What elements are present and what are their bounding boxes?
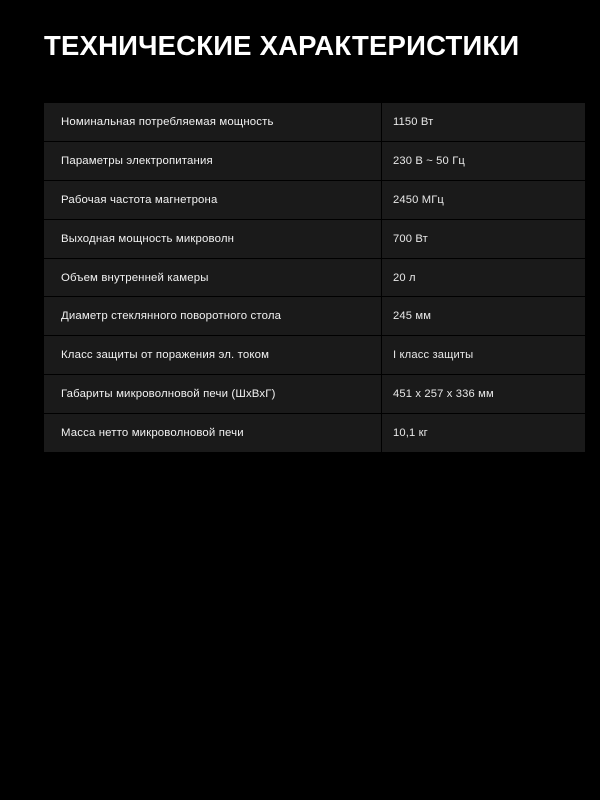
spec-label: Габариты микроволновой печи (ШхВхГ) bbox=[44, 375, 382, 414]
spec-label: Объем внутренней камеры bbox=[44, 258, 382, 297]
spec-label: Параметры электропитания bbox=[44, 142, 382, 181]
specifications-table bbox=[44, 103, 585, 452]
table-row bbox=[44, 413, 585, 452]
spec-label: Номинальная потребляемая мощность bbox=[44, 103, 382, 142]
spec-value: I класс защиты bbox=[382, 336, 586, 375]
specifications-table-body bbox=[44, 103, 585, 452]
spec-label: Диаметр стеклянного поворотного стола bbox=[44, 297, 382, 336]
spec-value: 451 x 257 x 336 мм bbox=[382, 375, 586, 414]
table-row bbox=[44, 219, 585, 258]
spec-label: Рабочая частота магнетрона bbox=[44, 181, 382, 220]
page-title: ТЕХНИЧЕСКИЕ ХАРАКТЕРИСТИКИ bbox=[44, 30, 520, 61]
table-row bbox=[44, 258, 585, 297]
table-row bbox=[44, 103, 585, 142]
table-row bbox=[44, 181, 585, 220]
spec-label: Масса нетто микроволновой печи bbox=[44, 413, 382, 452]
spec-value: 230 В ~ 50 Гц bbox=[382, 142, 586, 181]
table-row bbox=[44, 375, 585, 414]
table-row bbox=[44, 142, 585, 181]
spec-value: 245 мм bbox=[382, 297, 586, 336]
table-row bbox=[44, 336, 585, 375]
spec-value: 2450 МГц bbox=[382, 181, 586, 220]
table-row bbox=[44, 297, 585, 336]
spec-label: Выходная мощность микроволн bbox=[44, 219, 382, 258]
spec-label: Класс защиты от поражения эл. током bbox=[44, 336, 382, 375]
spec-value: 1150 Вт bbox=[382, 103, 586, 142]
spec-value: 700 Вт bbox=[382, 219, 586, 258]
spec-value: 20 л bbox=[382, 258, 586, 297]
spec-value: 10,1 кг bbox=[382, 413, 586, 452]
